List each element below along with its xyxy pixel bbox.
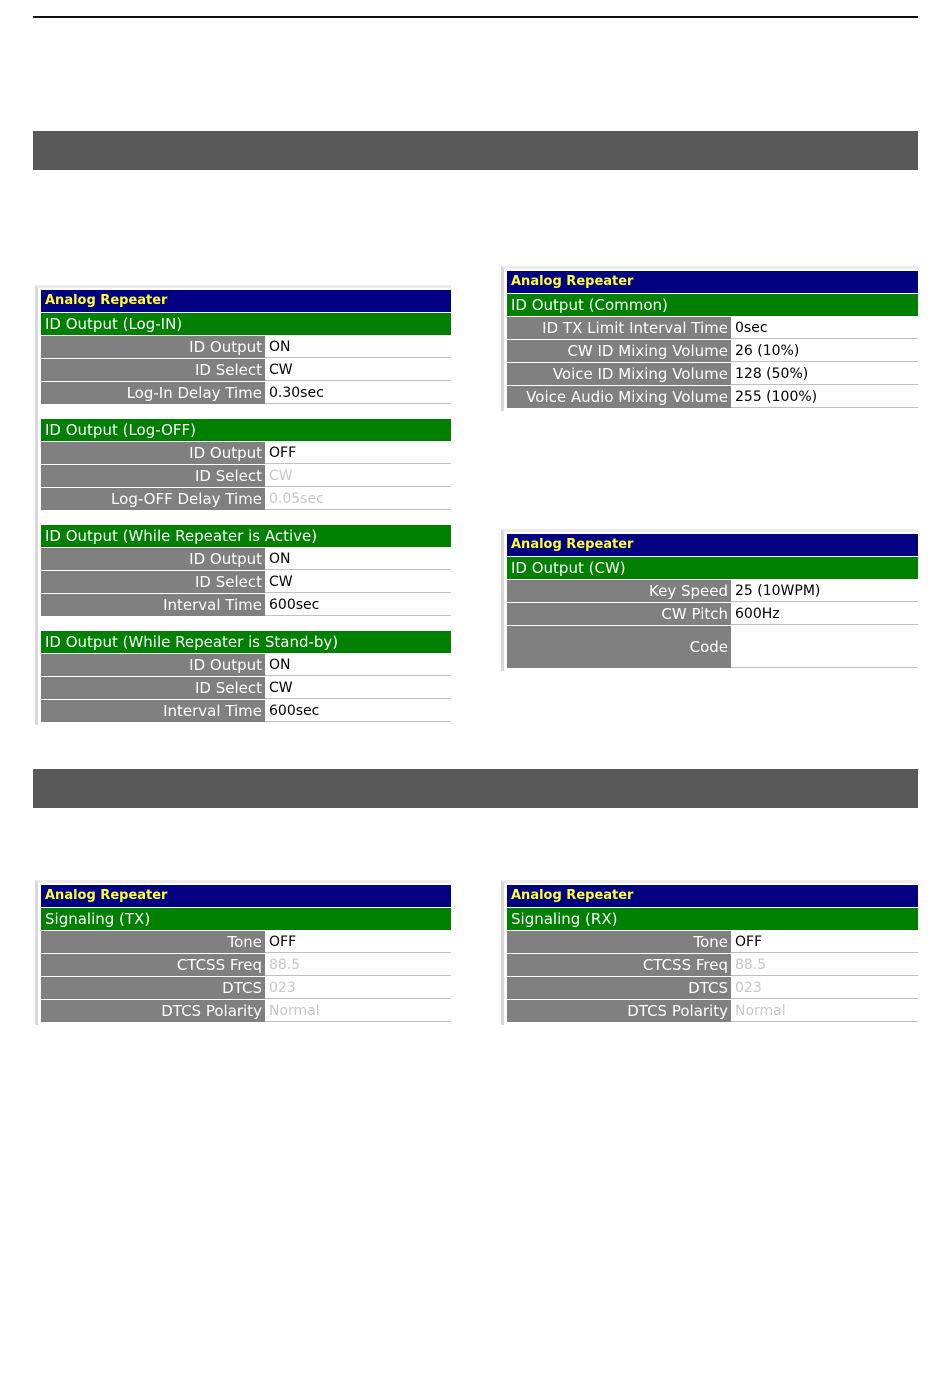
row-cw-id-mixing[interactable]: [507, 340, 918, 362]
row-value[interactable]: 0sec: [731, 317, 918, 339]
row-label: CTCSS Freq: [507, 954, 731, 976]
row-value: Normal: [731, 1000, 918, 1022]
row-label: ID Output: [41, 548, 265, 570]
section-header-bar-1: [33, 131, 918, 170]
panel-title: Analog Repeater: [507, 534, 918, 556]
row-value[interactable]: ON: [265, 548, 451, 570]
row-label: ID Select: [41, 571, 265, 593]
group-title-cw: ID Output (CW): [507, 557, 918, 579]
group-title-log-in: ID Output (Log-IN): [41, 313, 451, 335]
id-output-common-panel: [501, 266, 918, 411]
row-value[interactable]: 26 (10%): [731, 340, 918, 362]
row-value[interactable]: CW: [265, 571, 451, 593]
row-ctcss-freq[interactable]: [507, 954, 918, 976]
row-dtcs[interactable]: [507, 977, 918, 999]
row-label: CW ID Mixing Volume: [507, 340, 731, 362]
row-value[interactable]: 0.30sec: [265, 382, 451, 404]
row-id-output[interactable]: [41, 442, 451, 464]
row-id-output[interactable]: [41, 654, 451, 676]
row-label: Log-OFF Delay Time: [41, 488, 265, 510]
panel-title: Analog Repeater: [41, 885, 451, 907]
group-title-active: ID Output (While Repeater is Active): [41, 525, 451, 547]
row-id-output[interactable]: [41, 336, 451, 358]
row-interval-time[interactable]: [41, 594, 451, 616]
row-value: 88.5: [265, 954, 451, 976]
row-label: DTCS: [41, 977, 265, 999]
panel-title: Analog Repeater: [507, 271, 918, 293]
signaling-rx-panel: [501, 880, 918, 1025]
code-field[interactable]: [731, 626, 918, 668]
row-voice-id-mixing[interactable]: [507, 363, 918, 385]
row-label: ID Select: [41, 359, 265, 381]
row-label: DTCS Polarity: [507, 1000, 731, 1022]
row-id-select[interactable]: [41, 465, 451, 487]
row-value[interactable]: ON: [265, 336, 451, 358]
row-label: Key Speed: [507, 580, 731, 602]
id-output-cw-panel: [501, 529, 918, 671]
row-key-speed[interactable]: [507, 580, 918, 602]
row-id-select[interactable]: [41, 571, 451, 593]
row-value[interactable]: OFF: [265, 931, 451, 953]
row-value: CW: [265, 465, 451, 487]
row-id-select[interactable]: [41, 677, 451, 699]
row-value[interactable]: 600sec: [265, 594, 451, 616]
row-value[interactable]: OFF: [265, 442, 451, 464]
row-label: Log-In Delay Time: [41, 382, 265, 404]
row-label: Tone: [41, 931, 265, 953]
row-value: 0.05sec: [265, 488, 451, 510]
row-tone[interactable]: [507, 931, 918, 953]
row-log-in-delay[interactable]: [41, 382, 451, 404]
row-code[interactable]: [507, 626, 918, 668]
row-dtcs-polarity[interactable]: [507, 1000, 918, 1022]
section-header-bar-2: [33, 769, 918, 808]
group-title-signaling-rx: Signaling (RX): [507, 908, 918, 930]
row-value[interactable]: OFF: [731, 931, 918, 953]
row-value[interactable]: 600sec: [265, 700, 451, 722]
group-title-standby: ID Output (While Repeater is Stand-by): [41, 631, 451, 653]
row-value: Normal: [265, 1000, 451, 1022]
row-value: 023: [265, 977, 451, 999]
row-label: DTCS Polarity: [41, 1000, 265, 1022]
row-id-select[interactable]: [41, 359, 451, 381]
row-id-output[interactable]: [41, 548, 451, 570]
row-label: Interval Time: [41, 700, 265, 722]
row-value[interactable]: 255 (100%): [731, 386, 918, 408]
row-value[interactable]: 25 (10WPM): [731, 580, 918, 602]
row-label: Tone: [507, 931, 731, 953]
top-rule: [33, 16, 918, 18]
row-value[interactable]: 128 (50%): [731, 363, 918, 385]
row-label: Code: [507, 626, 731, 668]
id-output-panel: [35, 285, 451, 725]
row-label: CW Pitch: [507, 603, 731, 625]
panel-title: Analog Repeater: [41, 290, 451, 312]
row-label: ID Output: [41, 654, 265, 676]
row-label: ID TX Limit Interval Time: [507, 317, 731, 339]
group-title-log-off: ID Output (Log-OFF): [41, 419, 451, 441]
row-label: ID Select: [41, 677, 265, 699]
signaling-tx-panel: [35, 880, 451, 1025]
row-value[interactable]: 600Hz: [731, 603, 918, 625]
row-dtcs[interactable]: [41, 977, 451, 999]
panel-title: Analog Repeater: [507, 885, 918, 907]
row-value: 88.5: [731, 954, 918, 976]
row-cw-pitch[interactable]: [507, 603, 918, 625]
row-ctcss-freq[interactable]: [41, 954, 451, 976]
row-id-tx-limit[interactable]: [507, 317, 918, 339]
row-label: Voice Audio Mixing Volume: [507, 386, 731, 408]
row-label: DTCS: [507, 977, 731, 999]
group-title-signaling-tx: Signaling (TX): [41, 908, 451, 930]
row-log-off-delay[interactable]: [41, 488, 451, 510]
row-tone[interactable]: [41, 931, 451, 953]
row-value[interactable]: CW: [265, 359, 451, 381]
row-label: ID Output: [41, 442, 265, 464]
row-label: ID Output: [41, 336, 265, 358]
row-value[interactable]: CW: [265, 677, 451, 699]
row-voice-audio-mixing[interactable]: [507, 386, 918, 408]
row-interval-time[interactable]: [41, 700, 451, 722]
group-title-common: ID Output (Common): [507, 294, 918, 316]
row-value: 023: [731, 977, 918, 999]
row-label: CTCSS Freq: [41, 954, 265, 976]
row-label: ID Select: [41, 465, 265, 487]
row-label: Voice ID Mixing Volume: [507, 363, 731, 385]
row-dtcs-polarity[interactable]: [41, 1000, 451, 1022]
row-value[interactable]: ON: [265, 654, 451, 676]
row-label: Interval Time: [41, 594, 265, 616]
